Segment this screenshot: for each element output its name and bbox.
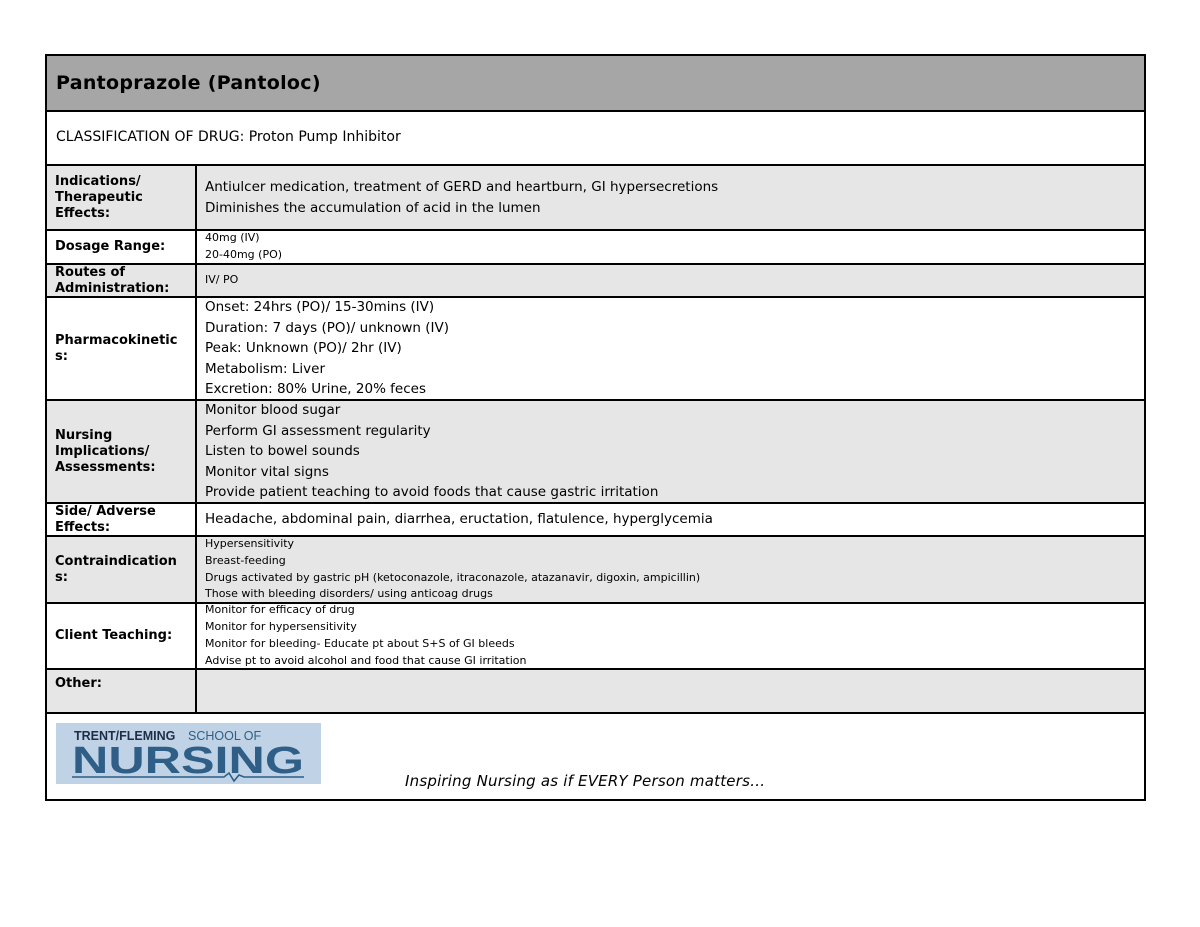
indications-row [47,166,1144,231]
contraindications-line: Breast-feeding [205,553,286,567]
classification-row [47,112,1144,166]
logo-line2: NURSING [72,740,304,782]
routes-value [197,265,1144,296]
dosage-line: 40mg (IV) [205,231,260,245]
contraindications-line: Hypersensitivity [205,536,295,550]
pharmacokinetics-line: Onset: 24hrs (PO)/ 15-30mins (IV) [205,299,435,316]
dosage-label: Dosage Range: [47,231,197,263]
side-effects-value [197,504,1144,535]
side-effects-line: Headache, abdominal pain, diarrhea, eructation, flatulence, hyperglycemia [205,511,713,528]
routes-label: Routes of Administration: [47,265,197,296]
nursing-line: Perform GI assessment regularity [205,422,431,439]
pharmacokinetics-line: Peak: Unknown (PO)/ 2hr (IV) [205,340,402,357]
contraindications-value [197,537,1144,602]
indications-value [197,166,1144,229]
contraindications-line: Drugs activated by gastric pH (ketoconazole, itraconazole, atazanavir, digoxin, ampicillin) [205,570,701,584]
title-row [47,56,1144,112]
side-effects-label: Side/ Adverse Effects: [47,504,197,535]
contraindications-line: Those with bleeding disorders/ using anticoag drugs [205,587,493,601]
pharmacokinetics-line: Duration: 7 days (PO)/ unknown (IV) [205,319,450,336]
client-teaching-value [197,604,1144,668]
nursing-label: Nursing Implications/ Assessments: [47,401,197,502]
nursing-line: Monitor blood sugar [205,402,341,419]
nursing-line: Listen to bowel sounds [205,443,360,460]
pharmacokinetics-line: Excretion: 80% Urine, 20% feces [205,381,427,398]
drug-title: Pantoprazole (Pantoloc) [56,72,321,94]
other-label: Other: [47,670,197,712]
nursing-line: Monitor vital signs [205,463,329,480]
client-teaching-label: Client Teaching: [47,604,197,668]
client-teaching-line: Advise pt to avoid alcohol and food that cause GI irritation [205,653,527,667]
side-effects-row [47,504,1144,537]
tagline: Inspiring Nursing as if EVERY Person matters… [405,772,766,790]
routes-row [47,265,1144,298]
school-logo [56,723,321,784]
nursing-line: Provide patient teaching to avoid foods that cause gastric irritation [205,484,659,501]
routes-line: IV/ PO [205,273,239,287]
nursing-row [47,401,1144,504]
other-row [47,670,1144,714]
logo-line1-strong: TRENT/FLEMING [74,729,176,743]
pharmacokinetics-line: Metabolism: Liver [205,360,325,377]
nursing-value [197,401,1144,502]
indications-label: Indications/ Therapeutic Effects: [47,166,197,229]
dosage-value [197,231,1144,263]
indications-line: Antiulcer medication, treatment of GERD and heartburn, GI hypersecretions [205,179,719,196]
other-value [197,670,1144,712]
footer [47,714,1144,799]
dosage-line: 20-40mg (PO) [205,248,283,261]
client-teaching-line: Monitor for bleeding- Educate pt about S+S of GI bleeds [205,637,515,650]
contraindications-label: Contraindications: [47,537,197,602]
dosage-row [47,231,1144,265]
pharmacokinetics-value [197,298,1144,399]
client-teaching-row [47,604,1144,670]
classification-text: CLASSIFICATION OF DRUG: Proton Pump Inhibitor [56,129,401,145]
school-logo-graphic [56,723,321,784]
logo-line1-light: SCHOOL OF [188,729,262,743]
client-teaching-line: Monitor for efficacy of drug [205,603,355,617]
indications-line: Diminishes the accumulation of acid in the lumen [205,199,541,216]
contraindications-row [47,537,1144,604]
pharmacokinetics-row [47,298,1144,401]
client-teaching-line: Monitor for hypersensitivity [205,620,357,634]
drug-card [45,54,1146,801]
pharmacokinetics-label: Pharmacokinetics: [47,298,197,399]
